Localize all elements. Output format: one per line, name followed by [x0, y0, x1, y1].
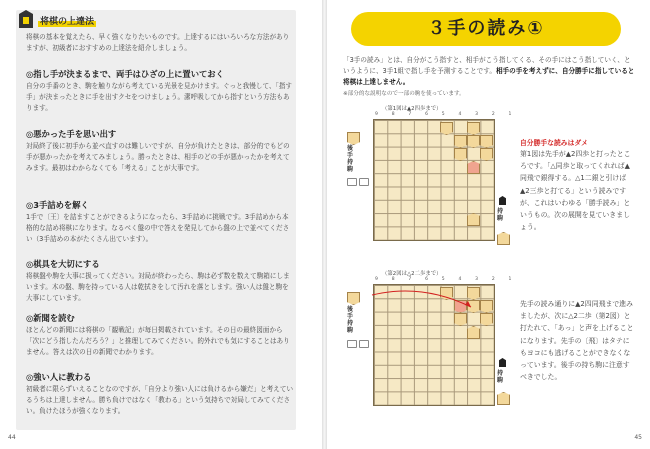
diagram1-caption: （第1図は▲2四歩まで） [382, 106, 442, 112]
section-body: 将棋盤や駒を大事に扱ってください。対局が終わったら、駒は必ず数を数えて駒箱にしまいます。木の盤、駒を持っている人は乾拭きをして汚れを落とします。強い人は盤と駒を大事にしています。 [26, 272, 290, 302]
gote-piece [480, 300, 493, 313]
section-heading: ◎棋具を大切にする [26, 259, 100, 269]
left-page [0, 0, 323, 449]
shogi-piece-icon [19, 10, 33, 28]
gote-piece [480, 148, 493, 161]
intro-text: 将棋の基本を覚えたら、早く強くなりたいものです。上達するにはいろいろな方法がありますが、初級者におすすめの上達法を紹介しましょう。 [26, 33, 290, 52]
diagram1-gote-hand [347, 178, 357, 186]
gote-piece [467, 135, 480, 148]
highlighted-pawn [467, 161, 480, 174]
section-tsume [26, 199, 294, 245]
page-title: ３手の読み① [427, 18, 545, 39]
diagram1-gote-label: 後手持駒 [347, 145, 354, 173]
section-newspaper [26, 312, 294, 358]
sente-rook [467, 326, 480, 339]
shogi-board-1 [373, 119, 495, 241]
gote-piece [440, 122, 453, 135]
diagram1-files: 9 8 7 6 5 4 3 2 1 [375, 112, 518, 117]
sente-pawn-in-hand [497, 232, 510, 245]
gote-piece [467, 122, 480, 135]
gote-pawn-in-hand [347, 292, 360, 305]
move-arrow [367, 287, 477, 317]
sente-mark [499, 196, 506, 205]
diagram2-gote-hand [359, 340, 369, 348]
lead-plain: 「3手の読み」とは、自分がこう指すと、相手がこう指してくる、その手にはこう指していく、というように、3手1組で指し手を予測することです。 [343, 56, 631, 75]
right-page [327, 0, 650, 449]
section-equipment [26, 258, 294, 304]
sub-heading: 自分勝手な読みはダメ [520, 139, 588, 147]
sente-rook [467, 213, 480, 226]
section-heading: ◎指し手が決まるまで、両手はひざの上に置いておく [26, 69, 224, 79]
page-number: 45 [634, 434, 642, 441]
tips-box [16, 10, 296, 430]
diagram2-files: 9 8 7 6 5 4 3 2 1 [375, 277, 518, 282]
gote-piece [480, 135, 493, 148]
section-body: 初級者に限らずいえることなのですが、「自分より強い人には負けるから嫌だ」と考えているうちは上達しません。勝ち負けではなく「教わる」という気持ちで対局してみてください。負けたほうが強くなります。 [26, 385, 294, 415]
section-body: 自分の手番のとき、駒を触りながら考えている光景を見かけます。ぐっと我慢して、「指す手」が決まったときに手を出すクセをつけましょう。潔呼吸してから指すという方法もあります。 [26, 82, 292, 112]
gote-pawn-in-hand [347, 132, 360, 145]
section-hands [26, 68, 294, 114]
section-learn [26, 371, 294, 417]
lead-text [343, 55, 637, 88]
diagram1-sente-label: 持駒 [497, 208, 504, 222]
diagram2-sente-label: 持駒 [497, 370, 504, 384]
sente-pawn-in-hand [497, 392, 510, 405]
page-number: 44 [8, 434, 16, 441]
section-heading: ◎悪かった手を思い出す [26, 129, 117, 139]
note-text: ※部分的な説明なので一部の駒を使っています。 [343, 91, 465, 97]
diagram1-gote-hand [359, 178, 369, 186]
section-body: ほとんどの新聞には将棋の「観戦記」が毎日掲載されています。その日の最終図面から「次にどう指したんだろう？」と推理してみてください。的外れでも気にすることはありません。答えは次の日の新聞でわかります。 [26, 326, 290, 356]
diagram2-caption: （第2図は△2二歩まで） [382, 271, 442, 277]
explanation-1: 第1図は先手が▲2四歩と打ったところです。「△同歩と取ってくれれば▲同飛で銀得する。△1二銀と引けば▲2三歩と打てる」という読みですが、これはいわゆる「勝手読み」というもの。次の展開を見ていきましょう。 [520, 150, 631, 232]
diagram2-gote-label: 後手持駒 [347, 306, 354, 334]
section-body: 対局終了後に初手から並べ直すのは難しいですが、自分が負けたときは、部分的でもどの手が悪かったかを考えてみましょう。勝ったときは、相手のどの手が悪かったかを考えてみます。最初はわからなくても「考える」ことが大事です。 [26, 142, 290, 172]
explanation-2: 先手の読み通りに▲2四同飛まで進みましたが、次に△2二歩（第2図）と打たれて、「あっ」と声を上げることになります。先手の〔飛〕はタテにもヨコにも逃げることができなくなっています。後手の持ち駒に注意すべきでした。 [520, 300, 634, 382]
section-body: 1手で〔王〕を詰ますことができるようになったら、3手詰めに挑戦です。3手詰めから本格的な詰め将棋になります。なるべく盤の中で答えを発見してから盤の上で並べてください（3手詰めの本がたくさん出ています）。 [26, 213, 290, 243]
lead-bold: 相手の手を考えずに、自分勝手に指していると将棋は上達しません。 [343, 67, 635, 86]
section-heading: ◎新聞を読む [26, 313, 75, 323]
section-heading: ◎強い人に教わる [26, 372, 92, 382]
sente-mark [499, 358, 506, 367]
box-title: 将棋の上達法 [38, 14, 96, 27]
gote-piece [480, 313, 493, 326]
title-banner [351, 12, 621, 46]
section-heading: ◎3手詰めを解く [26, 200, 89, 210]
gote-piece [454, 135, 467, 148]
gote-piece [454, 148, 467, 161]
section-review [26, 128, 294, 174]
diagram2-gote-hand [347, 340, 357, 348]
